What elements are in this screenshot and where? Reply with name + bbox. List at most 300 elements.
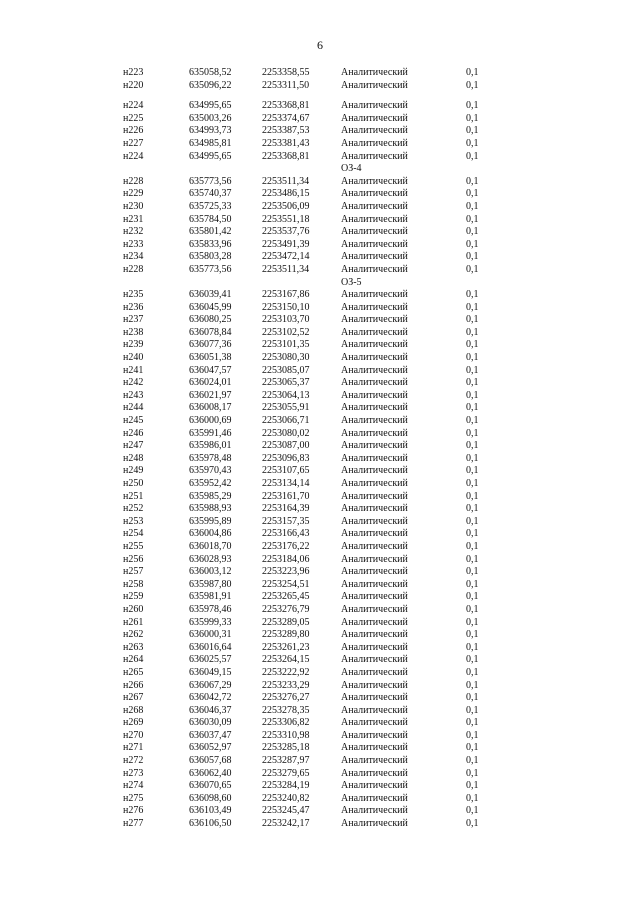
- precision: 0,1: [466, 137, 479, 149]
- point-id: н242: [123, 377, 144, 389]
- coord-y: 2253161,70: [262, 490, 310, 502]
- method: Аналитический: [341, 666, 408, 678]
- point-id: н247: [123, 440, 144, 452]
- precision: 0,1: [466, 79, 479, 91]
- point-id: н274: [123, 780, 144, 792]
- section-label: ОЗ-5: [341, 276, 362, 288]
- coord-y: 2253245,47: [262, 805, 310, 817]
- coord-x: 636046,37: [189, 704, 232, 716]
- precision: 0,1: [466, 591, 479, 603]
- coord-y: 2253101,35: [262, 339, 310, 351]
- coord-x: 636047,57: [189, 364, 232, 376]
- coord-x: 634995,65: [189, 150, 232, 162]
- point-id: н265: [123, 666, 144, 678]
- precision: 0,1: [466, 452, 479, 464]
- method: Аналитический: [341, 780, 408, 792]
- coord-y: 2253368,81: [262, 150, 310, 162]
- method: Аналитический: [341, 79, 408, 91]
- coord-x: 634993,73: [189, 125, 232, 137]
- point-id: н272: [123, 755, 144, 767]
- precision: 0,1: [466, 238, 479, 250]
- coord-y: 2253080,30: [262, 352, 310, 364]
- method: Аналитический: [341, 402, 408, 414]
- coord-y: 2253358,55: [262, 67, 310, 78]
- coord-x: 635991,46: [189, 427, 232, 439]
- method: Аналитический: [341, 100, 408, 112]
- coord-y: 2253289,05: [262, 616, 310, 628]
- point-id: н269: [123, 717, 144, 729]
- point-id: н248: [123, 452, 144, 464]
- coord-y: 2253164,39: [262, 503, 310, 515]
- coord-y: 2253087,00: [262, 440, 310, 452]
- method: Аналитический: [341, 704, 408, 716]
- method: Аналитический: [341, 692, 408, 704]
- precision: 0,1: [466, 188, 479, 200]
- coord-x: 636000,31: [189, 629, 232, 641]
- coord-x: 635773,56: [189, 175, 232, 187]
- table-row: [0, 793, 640, 806]
- table-row: [0, 730, 640, 743]
- precision: 0,1: [466, 402, 479, 414]
- method: Аналитический: [341, 578, 408, 590]
- coord-x: 634995,65: [189, 100, 232, 112]
- point-id: н261: [123, 616, 144, 628]
- coord-x: 635986,01: [189, 440, 232, 452]
- method: Аналитический: [341, 717, 408, 729]
- table-row: [0, 503, 640, 516]
- point-id: н262: [123, 629, 144, 641]
- coord-y: 2253223,96: [262, 566, 310, 578]
- precision: 0,1: [466, 301, 479, 313]
- coord-y: 2253065,37: [262, 377, 310, 389]
- coord-y: 2253157,35: [262, 515, 310, 527]
- method: Аналитический: [341, 503, 408, 515]
- point-id: н230: [123, 200, 144, 212]
- table-row: [0, 188, 640, 201]
- method: Аналитический: [341, 566, 408, 578]
- point-id: н252: [123, 503, 144, 515]
- table-row: [0, 541, 640, 554]
- table-row: [0, 214, 640, 227]
- table-row: [0, 680, 640, 693]
- method: Аналитический: [341, 742, 408, 754]
- method: Аналитический: [341, 515, 408, 527]
- point-id: н250: [123, 478, 144, 489]
- table-row: [0, 314, 640, 327]
- coord-x: 636004,86: [189, 528, 232, 540]
- coord-y: 2253472,14: [262, 251, 310, 263]
- coord-x: 636062,40: [189, 767, 232, 779]
- section-heading: [0, 277, 640, 290]
- coord-y: 2253080,02: [262, 427, 310, 439]
- table-row: [0, 654, 640, 667]
- method: Аналитический: [341, 452, 408, 464]
- point-id: н228: [123, 175, 144, 187]
- method: Аналитический: [341, 67, 408, 78]
- coord-x: 636021,97: [189, 389, 232, 401]
- point-id: н264: [123, 654, 144, 666]
- method: Аналитический: [341, 226, 408, 238]
- coord-y: 2253134,14: [262, 478, 310, 489]
- coord-x: 636103,49: [189, 805, 232, 817]
- coord-x: 636003,12: [189, 566, 232, 578]
- coord-x: 636025,57: [189, 654, 232, 666]
- method: Аналитический: [341, 603, 408, 615]
- table-row: [0, 251, 640, 264]
- precision: 0,1: [466, 377, 479, 389]
- coord-y: 2253261,23: [262, 641, 310, 653]
- method: Аналитический: [341, 377, 408, 389]
- point-id: н251: [123, 490, 144, 502]
- coord-y: 2253310,98: [262, 729, 310, 741]
- block-gap: [0, 92, 640, 100]
- point-id: н270: [123, 729, 144, 741]
- table-row: [0, 67, 640, 80]
- precision: 0,1: [466, 251, 479, 263]
- table-row: [0, 453, 640, 466]
- coord-y: 2253055,91: [262, 402, 310, 414]
- point-id: н253: [123, 515, 144, 527]
- precision: 0,1: [466, 515, 479, 527]
- coord-y: 2253264,15: [262, 654, 310, 666]
- precision: 0,1: [466, 641, 479, 653]
- table-row: [0, 604, 640, 617]
- coord-y: 2253511,34: [262, 175, 310, 187]
- precision: 0,1: [466, 603, 479, 615]
- precision: 0,1: [466, 654, 479, 666]
- point-id: н234: [123, 251, 144, 263]
- method: Аналитический: [341, 729, 408, 741]
- method: Аналитический: [341, 805, 408, 817]
- point-id: н238: [123, 326, 144, 338]
- method: Аналитический: [341, 251, 408, 263]
- point-id: н235: [123, 289, 144, 301]
- coord-x: 636106,50: [189, 818, 232, 830]
- coord-x: 636077,36: [189, 339, 232, 351]
- point-id: н223: [123, 67, 144, 78]
- coord-y: 2253242,17: [262, 818, 310, 830]
- coord-x: 635003,26: [189, 112, 232, 124]
- coord-y: 2253285,18: [262, 742, 310, 754]
- method: Аналитический: [341, 755, 408, 767]
- table-row: [0, 579, 640, 592]
- coord-x: 635978,46: [189, 603, 232, 615]
- coord-y: 2253368,81: [262, 100, 310, 112]
- precision: 0,1: [466, 742, 479, 754]
- precision: 0,1: [466, 616, 479, 628]
- method: Аналитический: [341, 629, 408, 641]
- coord-y: 2253278,35: [262, 704, 310, 716]
- method: Аналитический: [341, 641, 408, 653]
- coord-x: 636098,60: [189, 792, 232, 804]
- table-row: [0, 289, 640, 302]
- coord-x: 635833,96: [189, 238, 232, 250]
- coord-y: 2253265,45: [262, 591, 310, 603]
- method: Аналитический: [341, 112, 408, 124]
- precision: 0,1: [466, 314, 479, 326]
- method: Аналитический: [341, 339, 408, 351]
- table-row: [0, 566, 640, 579]
- method: Аналитический: [341, 364, 408, 376]
- method: Аналитический: [341, 540, 408, 552]
- point-id: н227: [123, 137, 144, 149]
- method: Аналитический: [341, 352, 408, 364]
- coord-x: 635985,29: [189, 490, 232, 502]
- coord-x: 636045,99: [189, 301, 232, 313]
- point-id: н268: [123, 704, 144, 716]
- coord-x: 636028,93: [189, 553, 232, 565]
- coord-y: 2253184,06: [262, 553, 310, 565]
- coord-x: 636018,70: [189, 540, 232, 552]
- coord-x: 636037,47: [189, 729, 232, 741]
- coord-x: 635773,56: [189, 263, 232, 275]
- method: Аналитический: [341, 478, 408, 489]
- table-row: [0, 717, 640, 730]
- table-row: [0, 239, 640, 252]
- coord-y: 2253511,34: [262, 263, 310, 275]
- table-row: [0, 100, 640, 113]
- method: Аналитический: [341, 213, 408, 225]
- precision: 0,1: [466, 112, 479, 124]
- precision: 0,1: [466, 666, 479, 678]
- table-row: [0, 365, 640, 378]
- method: Аналитический: [341, 616, 408, 628]
- table-row: [0, 390, 640, 403]
- method: Аналитический: [341, 490, 408, 502]
- coord-x: 635999,33: [189, 616, 232, 628]
- coord-x: 635801,42: [189, 226, 232, 238]
- precision: 0,1: [466, 440, 479, 452]
- coord-y: 2253276,79: [262, 603, 310, 615]
- table-row: [0, 302, 640, 315]
- table-row: [0, 176, 640, 189]
- precision: 0,1: [466, 553, 479, 565]
- point-id: н246: [123, 427, 144, 439]
- coord-x: 636051,38: [189, 352, 232, 364]
- precision: 0,1: [466, 326, 479, 338]
- table-row: [0, 692, 640, 705]
- precision: 0,1: [466, 289, 479, 301]
- coord-y: 2253066,71: [262, 415, 310, 427]
- coord-y: 2253233,29: [262, 679, 310, 691]
- precision: 0,1: [466, 150, 479, 162]
- method: Аналитический: [341, 415, 408, 427]
- table-row: [0, 440, 640, 453]
- coord-x: 636067,29: [189, 679, 232, 691]
- coord-x: 636057,68: [189, 755, 232, 767]
- coord-x: 636070,65: [189, 780, 232, 792]
- precision: 0,1: [466, 352, 479, 364]
- coord-x: 635803,28: [189, 251, 232, 263]
- method: Аналитический: [341, 188, 408, 200]
- point-id: н266: [123, 679, 144, 691]
- table-row: [0, 516, 640, 529]
- coord-y: 2253064,13: [262, 389, 310, 401]
- table-row: [0, 642, 640, 655]
- precision: 0,1: [466, 226, 479, 238]
- table-row: [0, 768, 640, 781]
- point-id: н256: [123, 553, 144, 565]
- point-id: н224: [123, 100, 144, 112]
- precision: 0,1: [466, 339, 479, 351]
- table-row: [0, 352, 640, 365]
- method: Аналитический: [341, 389, 408, 401]
- point-id: н240: [123, 352, 144, 364]
- point-id: н267: [123, 692, 144, 704]
- precision: 0,1: [466, 427, 479, 439]
- coord-x: 635058,52: [189, 67, 232, 78]
- coord-x: 635096,22: [189, 79, 232, 91]
- point-id: н260: [123, 603, 144, 615]
- method: Аналитический: [341, 528, 408, 540]
- precision: 0,1: [466, 490, 479, 502]
- table-row: [0, 377, 640, 390]
- coord-y: 2253374,67: [262, 112, 310, 124]
- precision: 0,1: [466, 503, 479, 515]
- precision: 0,1: [466, 729, 479, 741]
- point-id: н236: [123, 301, 144, 313]
- table-row: [0, 755, 640, 768]
- coord-x: 636049,15: [189, 666, 232, 678]
- point-id: н276: [123, 805, 144, 817]
- table-row: [0, 402, 640, 415]
- point-id: н237: [123, 314, 144, 326]
- coord-y: 2253107,65: [262, 465, 310, 477]
- precision: 0,1: [466, 717, 479, 729]
- precision: 0,1: [466, 465, 479, 477]
- method: Аналитический: [341, 818, 408, 830]
- coord-x: 635952,42: [189, 478, 232, 489]
- table-row: [0, 415, 640, 428]
- precision: 0,1: [466, 679, 479, 691]
- table-row: [0, 113, 640, 126]
- precision: 0,1: [466, 566, 479, 578]
- coord-y: 2253240,82: [262, 792, 310, 804]
- coord-y: 2253381,43: [262, 137, 310, 149]
- coord-y: 2253150,10: [262, 301, 310, 313]
- method: Аналитический: [341, 654, 408, 666]
- point-id: н257: [123, 566, 144, 578]
- method: Аналитический: [341, 314, 408, 326]
- method: Аналитический: [341, 200, 408, 212]
- coord-y: 2253176,22: [262, 540, 310, 552]
- precision: 0,1: [466, 67, 479, 78]
- method: Аналитический: [341, 326, 408, 338]
- table-row: [0, 138, 640, 151]
- precision: 0,1: [466, 767, 479, 779]
- coord-y: 2253102,52: [262, 326, 310, 338]
- coord-y: 2253167,86: [262, 289, 310, 301]
- precision: 0,1: [466, 540, 479, 552]
- table-row: [0, 201, 640, 214]
- point-id: н263: [123, 641, 144, 653]
- coord-y: 2253276,27: [262, 692, 310, 704]
- coord-y: 2253222,92: [262, 666, 310, 678]
- precision: 0,1: [466, 780, 479, 792]
- point-id: н275: [123, 792, 144, 804]
- precision: 0,1: [466, 200, 479, 212]
- method: Аналитический: [341, 263, 408, 275]
- table-row: [0, 478, 640, 491]
- coord-x: 636024,01: [189, 377, 232, 389]
- point-id: н277: [123, 818, 144, 830]
- method: Аналитический: [341, 175, 408, 187]
- coord-y: 2253103,70: [262, 314, 310, 326]
- table-row: [0, 818, 640, 831]
- point-id: н225: [123, 112, 144, 124]
- precision: 0,1: [466, 364, 479, 376]
- coordinates-table: [0, 67, 640, 831]
- coord-x: 636039,41: [189, 289, 232, 301]
- point-id: н228: [123, 263, 144, 275]
- table-row: [0, 465, 640, 478]
- precision: 0,1: [466, 213, 479, 225]
- coord-y: 2253284,19: [262, 780, 310, 792]
- point-id: н243: [123, 389, 144, 401]
- point-id: н241: [123, 364, 144, 376]
- coord-x: 636000,69: [189, 415, 232, 427]
- precision: 0,1: [466, 692, 479, 704]
- point-id: н233: [123, 238, 144, 250]
- method: Аналитический: [341, 440, 408, 452]
- precision: 0,1: [466, 818, 479, 830]
- precision: 0,1: [466, 629, 479, 641]
- coord-x: 635988,93: [189, 503, 232, 515]
- point-id: н245: [123, 415, 144, 427]
- precision: 0,1: [466, 175, 479, 187]
- coord-y: 2253254,51: [262, 578, 310, 590]
- point-id: н258: [123, 578, 144, 590]
- coord-x: 635784,50: [189, 213, 232, 225]
- table-row: [0, 528, 640, 541]
- coord-y: 2253551,18: [262, 213, 310, 225]
- point-id: н231: [123, 213, 144, 225]
- method: Аналитический: [341, 792, 408, 804]
- coord-x: 636030,09: [189, 717, 232, 729]
- point-id: н254: [123, 528, 144, 540]
- point-id: н226: [123, 125, 144, 137]
- method: Аналитический: [341, 238, 408, 250]
- table-row: [0, 554, 640, 567]
- precision: 0,1: [466, 704, 479, 716]
- table-row: [0, 805, 640, 818]
- table-row: [0, 151, 640, 164]
- coord-y: 2253289,80: [262, 629, 310, 641]
- precision: 0,1: [466, 578, 479, 590]
- coord-y: 2253096,83: [262, 452, 310, 464]
- method: Аналитический: [341, 150, 408, 162]
- precision: 0,1: [466, 125, 479, 137]
- method: Аналитический: [341, 125, 408, 137]
- table-row: [0, 80, 640, 93]
- precision: 0,1: [466, 478, 479, 489]
- table-row: [0, 264, 640, 277]
- table-row: [0, 705, 640, 718]
- method: Аналитический: [341, 465, 408, 477]
- point-id: н255: [123, 540, 144, 552]
- method: Аналитический: [341, 137, 408, 149]
- method: Аналитический: [341, 553, 408, 565]
- point-id: н273: [123, 767, 144, 779]
- table-row: [0, 667, 640, 680]
- point-id: н239: [123, 339, 144, 351]
- table-row: [0, 591, 640, 604]
- coord-x: 634985,81: [189, 137, 232, 149]
- table-row: [0, 125, 640, 138]
- coord-y: 2253306,82: [262, 717, 310, 729]
- section-heading: [0, 163, 640, 176]
- coord-x: 635970,43: [189, 465, 232, 477]
